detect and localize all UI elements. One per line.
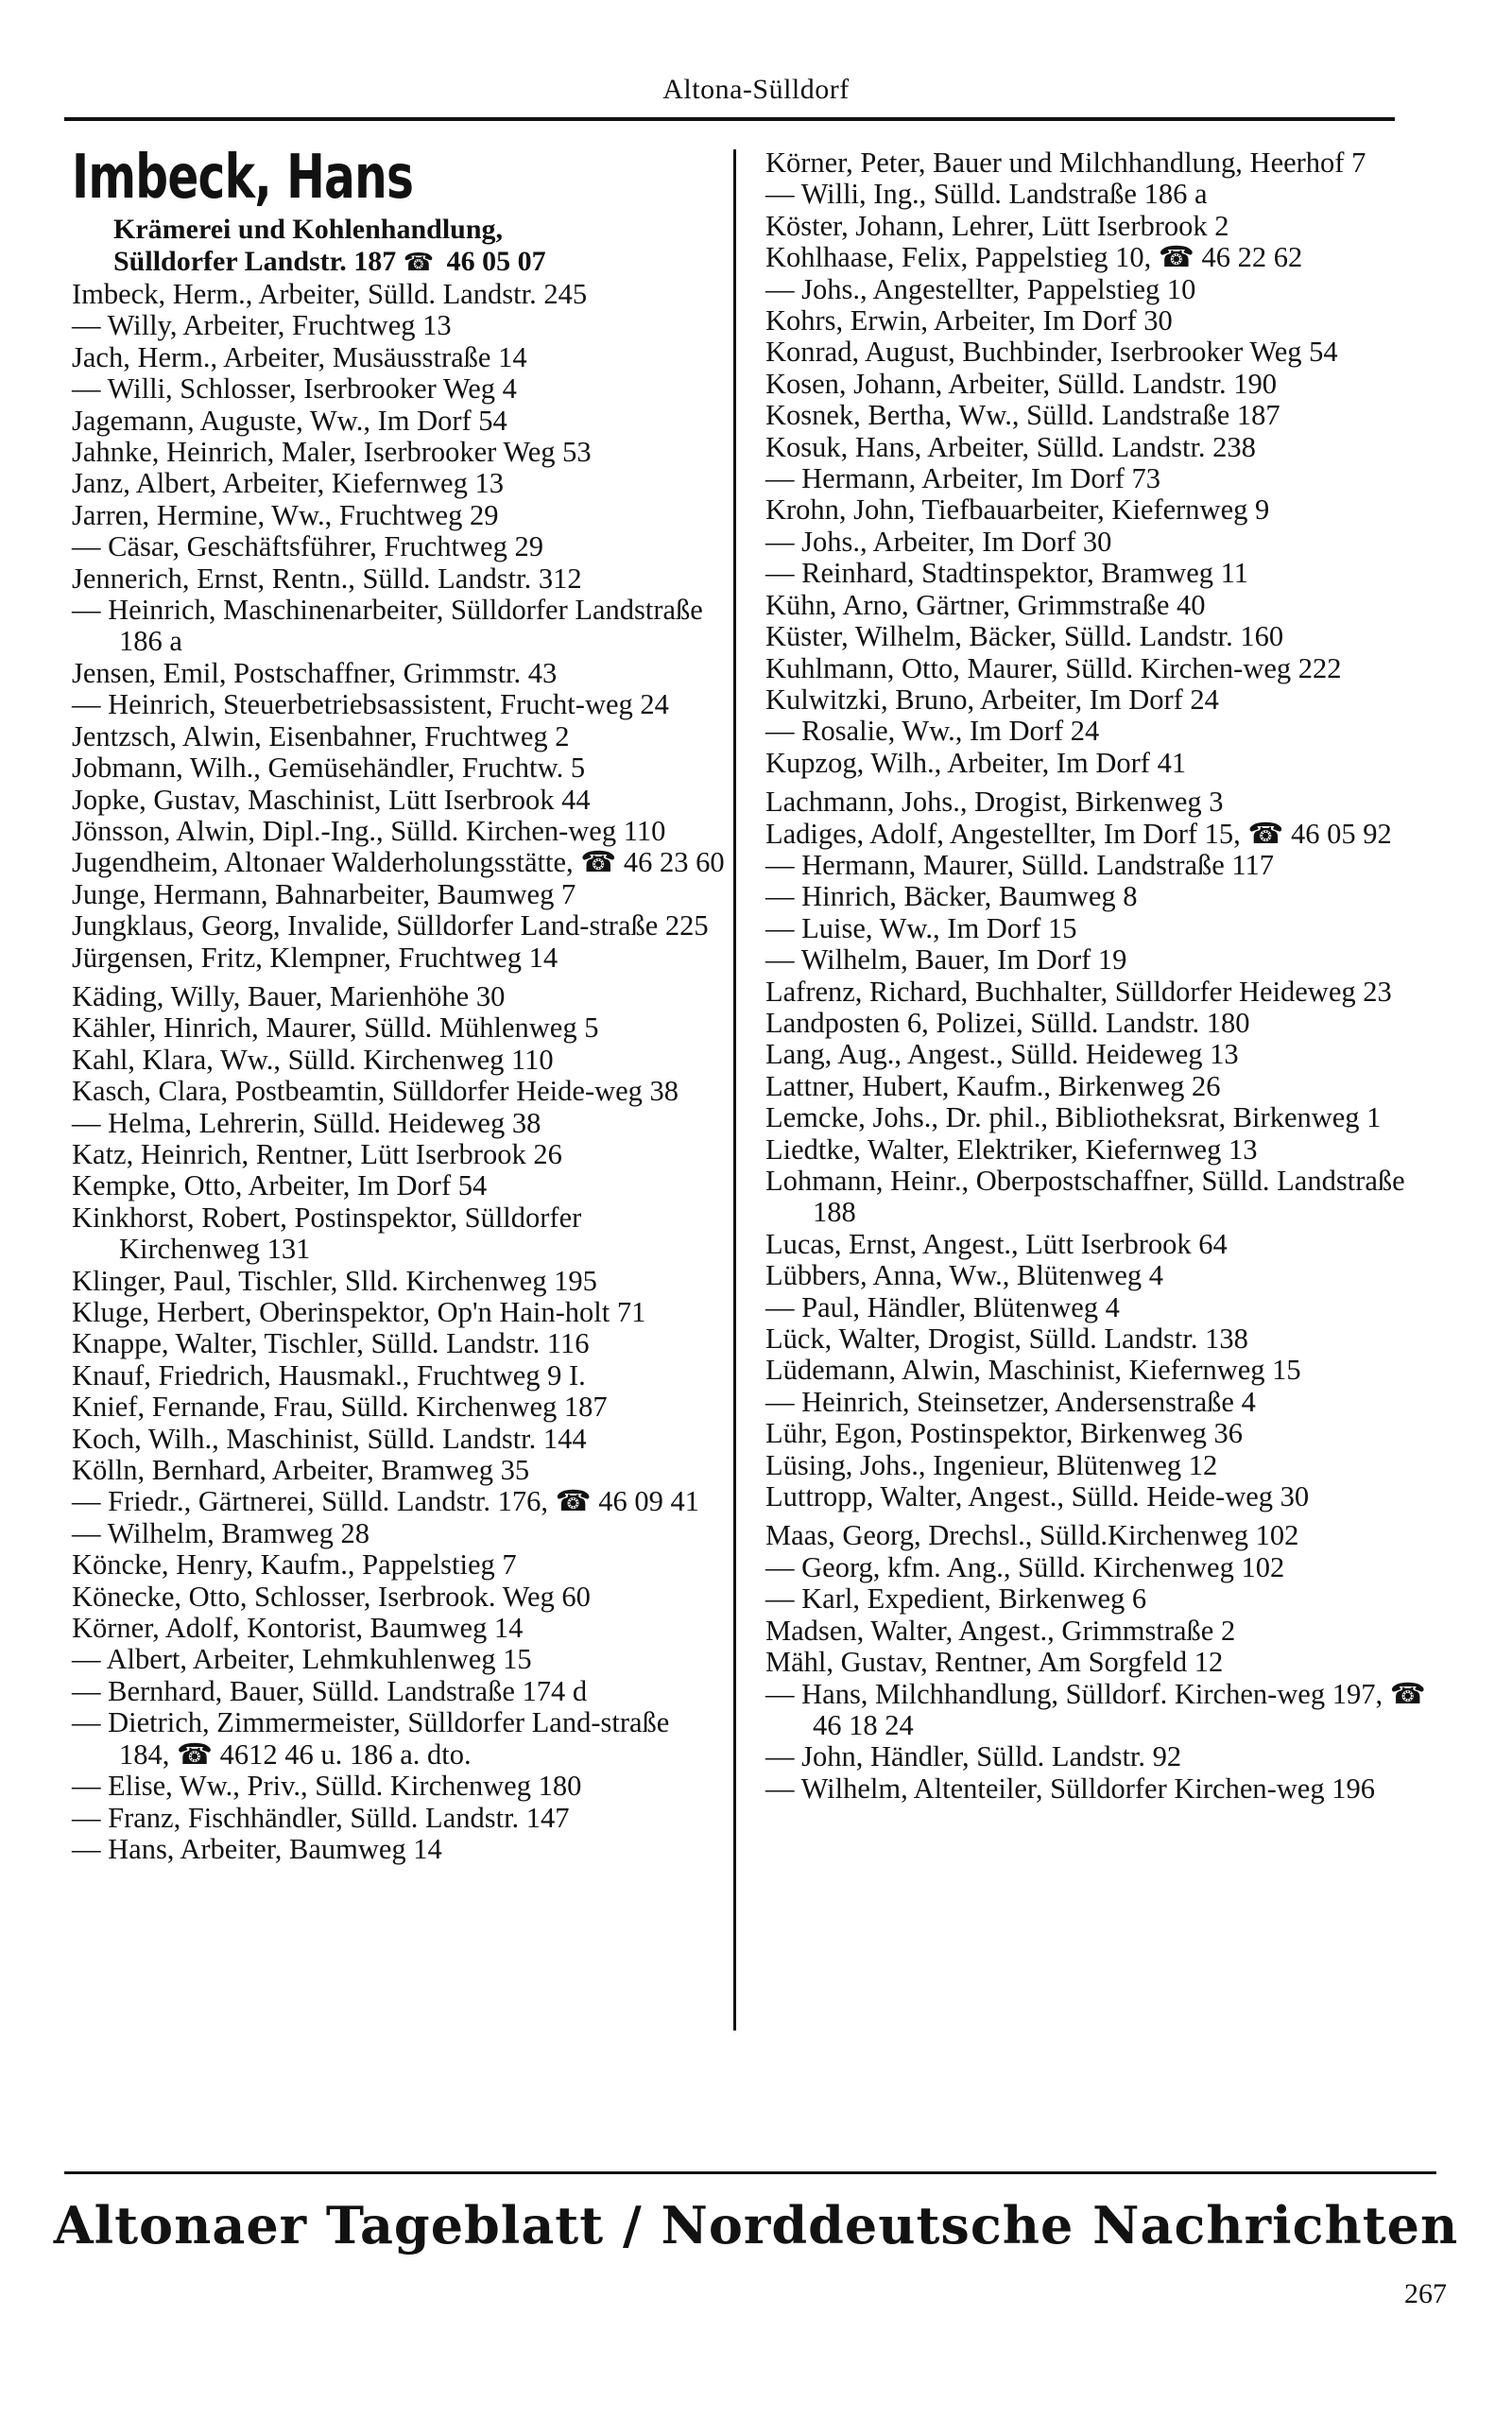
directory-entry: Köncke, Henry, Kaufm., Pappelstieg 7 — [72, 1548, 517, 1582]
directory-entry: — Wilhelm, Bauer, Im Dorf 19 — [765, 943, 1127, 977]
directory-entry: — Hermann, Maurer, Sülld. Landstraße 117 — [765, 848, 1275, 881]
telephone-icon: ☎ — [403, 249, 435, 277]
directory-entry: — Reinhard, Stadtinspektor, Bramweg 11 — [765, 557, 1248, 590]
directory-entry: Körner, Adolf, Kontorist, Baumweg 14 — [72, 1612, 524, 1645]
directory-entry: Janz, Albert, Arbeiter, Kiefernweg 13 — [72, 467, 504, 500]
directory-entry: — Heinrich, Steuerbetriebsassistent, Frucht-weg 24 — [72, 688, 669, 721]
directory-entry: Lüdemann, Alwin, Maschinist, Kiefernweg 15 — [765, 1354, 1301, 1387]
directory-entry: Jagemann, Auguste, Ww., Im Dorf 54 — [72, 404, 507, 437]
directory-entry: Ladiges, Adolf, Angestellter, Im Dorf 15, ☎ 46 05 92 — [765, 817, 1392, 850]
directory-entry: Luttropp, Walter, Angest., Sülld. Heide-weg 30 — [765, 1480, 1310, 1513]
directory-entry: — Wilhelm, Bramweg 28 — [72, 1516, 370, 1549]
right-column — [765, 147, 1446, 1805]
advertisement-address-line — [72, 246, 726, 279]
bottom-rule — [64, 2171, 1436, 2174]
directory-entry: Jobmann, Wilh., Gemüsehändler, Fruchtw. 5 — [72, 752, 586, 785]
directory-entry: Landposten 6, Polizei, Sülld. Landstr. 180 — [765, 1006, 1250, 1039]
directory-entry: Lohmann, Heinr., Oberpostschaffner, Sülld. Landstraße 188 — [765, 1165, 1405, 1229]
advertisement-phone: 46 05 07 — [446, 246, 546, 277]
directory-entry: Kohrs, Erwin, Arbeiter, Im Dorf 30 — [765, 304, 1173, 337]
directory-entry: — Hermann, Arbeiter, Im Dorf 73 — [765, 462, 1161, 495]
footer-newspaper-ad: Altonaer Tageblatt / Norddeutsche Nachrichten — [53, 2195, 1459, 2256]
directory-entry: — Johs., Arbeiter, Im Dorf 30 — [765, 525, 1112, 558]
directory-entry: — Willi, Schlosser, Iserbrooker Weg 4 — [72, 372, 517, 406]
directory-entry: Lattner, Hubert, Kaufm., Birkenweg 26 — [765, 1069, 1221, 1102]
directory-entry: — John, Händler, Sülld. Landstr. 92 — [765, 1740, 1182, 1773]
directory-entry: Jahnke, Heinrich, Maler, Iserbrooker Weg 53 — [72, 436, 592, 469]
directory-entry: Kühn, Arno, Gärtner, Grimmstraße 40 — [765, 588, 1206, 621]
advertisement — [72, 143, 726, 279]
directory-entry: — Luise, Ww., Im Dorf 15 — [765, 911, 1077, 944]
directory-entry: Jarren, Hermine, Ww., Fruchtweg 29 — [72, 498, 499, 531]
directory-entry: — Helma, Lehrerin, Sülld. Heideweg 38 — [72, 1106, 541, 1139]
directory-entry: — Franz, Fischhändler, Sülld. Landstr. 147 — [72, 1801, 570, 1834]
directory-entry: Knappe, Walter, Tischler, Sülld. Landstr. 116 — [72, 1327, 590, 1360]
directory-entry: Käding, Willy, Bauer, Marienhöhe 30 — [72, 979, 506, 1012]
directory-entry: Kähler, Hinrich, Maurer, Sülld. Mühlenweg 5 — [72, 1011, 599, 1045]
directory-entry: — Dietrich, Zimmermeister, Sülldorfer Land-straße 184, ☎ 4612 46 u. 186 a. dto. — [72, 1706, 670, 1771]
directory-entry: Jentzsch, Alwin, Eisenbahner, Fruchtweg 2 — [72, 719, 570, 752]
directory-entry: Lüsing, Johs., Ingenieur, Blütenweg 12 — [765, 1448, 1218, 1481]
directory-entry: Madsen, Walter, Angest., Grimmstraße 2 — [765, 1614, 1236, 1647]
directory-entry: — Heinrich, Steinsetzer, Andersenstraße 4 — [765, 1385, 1256, 1418]
directory-entry: Knief, Fernande, Frau, Sülld. Kirchenweg 187 — [72, 1391, 608, 1424]
directory-entry: — Hans, Milchhandlung, Sülldorf. Kirchen-weg 197, ☎ 46 18 24 — [765, 1677, 1426, 1741]
directory-entry: — Willy, Arbeiter, Fruchtweg 13 — [72, 309, 452, 342]
advertisement-name: Imbeck, Hans — [72, 143, 414, 213]
directory-entry: Jungklaus, Georg, Invalide, Sülldorfer Land-straße 225 — [72, 909, 709, 942]
directory-entry: Jönsson, Alwin, Dipl.-Ing., Sülld. Kirchen-weg 110 — [72, 814, 666, 847]
directory-entry: Jopke, Gustav, Maschinist, Lütt Iserbrook 44 — [72, 783, 591, 816]
directory-entry: Kahl, Klara, Ww., Sülld. Kirchenweg 110 — [72, 1043, 554, 1076]
directory-entry: — Hinrich, Bäcker, Baumweg 8 — [765, 880, 1138, 913]
directory-entry: Katz, Heinrich, Rentner, Lütt Iserbrook 26 — [72, 1137, 562, 1170]
directory-entry: Mähl, Gustav, Rentner, Am Sorgfeld 12 — [765, 1646, 1224, 1679]
directory-entry: Lübbers, Anna, Ww., Blütenweg 4 — [765, 1259, 1163, 1292]
directory-entry: Kempke, Otto, Arbeiter, Im Dorf 54 — [72, 1169, 488, 1202]
directory-entry: Kosen, Johann, Arbeiter, Sülld. Landstr. 190 — [765, 367, 1277, 400]
directory-entry: Jach, Herm., Arbeiter, Musäusstraße 14 — [72, 340, 527, 373]
directory-entry: — Hans, Arbeiter, Baumweg 14 — [72, 1832, 442, 1865]
directory-entry: Kuhlmann, Otto, Maurer, Sülld. Kirchen-weg 222 — [765, 651, 1342, 684]
top-rule — [64, 117, 1395, 121]
directory-entry: Lemcke, Johs., Dr. phil., Bibliotheksrat, Birkenweg 1 — [765, 1101, 1382, 1134]
directory-entry: Küster, Wilhelm, Bäcker, Sülld. Landstr. 160 — [765, 620, 1284, 653]
directory-entry: — Johs., Angestellter, Pappelstieg 10 — [765, 272, 1196, 305]
directory-entry: — Rosalie, Ww., Im Dorf 24 — [765, 715, 1100, 748]
directory-entry: Liedtke, Walter, Elektriker, Kiefernweg 13 — [765, 1132, 1258, 1166]
directory-entry: Junge, Hermann, Bahnarbeiter, Baumweg 7 — [72, 877, 576, 910]
directory-entry: Jensen, Emil, Postschaffner, Grimmstr. 43 — [72, 656, 558, 689]
directory-entry: Koch, Wilh., Maschinist, Sülld. Landstr. 144 — [72, 1422, 587, 1455]
directory-entry: Konrad, August, Buchbinder, Iserbrooker Weg 54 — [765, 336, 1338, 369]
directory-entry: Imbeck, Herm., Arbeiter, Sülld. Landstr. 245 — [72, 278, 588, 310]
directory-entry: Lück, Walter, Drogist, Sülld. Landstr. 138 — [765, 1322, 1248, 1356]
directory-entry: Kosuk, Hans, Arbeiter, Sülld. Landstr. 238 — [765, 430, 1256, 463]
directory-entry: Kupzog, Wilh., Arbeiter, Im Dorf 41 — [765, 746, 1187, 779]
directory-entry: — Friedr., Gärtnerei, Sülld. Landstr. 176, ☎ 46 09 41 — [72, 1485, 700, 1518]
directory-entry: Kinkhorst, Robert, Postinspektor, Sülldorfer Kirchenweg 131 — [72, 1201, 582, 1266]
directory-entry: Kohlhaase, Felix, Pappelstieg 10, ☎ 46 22 62 — [765, 241, 1303, 274]
directory-entry: Lafrenz, Richard, Buchhalter, Sülldorfer Heideweg 23 — [765, 975, 1392, 1008]
directory-entry: Könecke, Otto, Schlosser, Iserbrook. Weg 60 — [72, 1580, 591, 1613]
page-number: 267 — [1404, 2278, 1447, 2309]
directory-entry: Kölln, Bernhard, Arbeiter, Bramweg 35 — [72, 1454, 530, 1487]
directory-entry: Maas, Georg, Drechsl., Sülld.Kirchenweg 102 — [765, 1519, 1299, 1552]
directory-entry: — Albert, Arbeiter, Lehmkuhlenweg 15 — [72, 1643, 532, 1676]
column-divider — [733, 149, 736, 2031]
directory-entry: Kulwitzki, Bruno, Arbeiter, Im Dorf 24 — [765, 683, 1219, 716]
directory-entry: Jennerich, Ernst, Rentn., Sülld. Landstr. 312 — [72, 562, 582, 595]
directory-entry: — Georg, kfm. Ang., Sülld. Kirchenweg 102 — [765, 1550, 1285, 1583]
page-header: Altona-Sülldorf — [662, 74, 850, 105]
directory-entry: — Bernhard, Bauer, Sülld. Landstraße 174 d — [72, 1674, 588, 1707]
directory-entry: Köster, Johann, Lehrer, Lütt Iserbrook 2 — [765, 209, 1229, 242]
directory-entry: Lühr, Egon, Postinspektor, Birkenweg 36 — [765, 1417, 1243, 1450]
directory-entry: Lucas, Ernst, Angest., Lütt Iserbrook 64 — [765, 1227, 1228, 1260]
directory-entry: — Paul, Händler, Blütenweg 4 — [765, 1290, 1120, 1323]
directory-entry: Krohn, John, Tiefbauarbeiter, Kiefernweg 9 — [765, 493, 1270, 527]
directory-entry: Lang, Aug., Angest., Sülld. Heideweg 13 — [765, 1038, 1239, 1071]
directory-entry: Jugendheim, Altonaer Walderholungsstätte, ☎ 46 23 60 — [72, 846, 725, 879]
directory-entry: Jürgensen, Fritz, Klempner, Fruchtweg 14 — [72, 941, 558, 974]
directory-entry: Lachmann, Johs., Drogist, Birkenweg 3 — [765, 786, 1224, 819]
directory-entry: — Elise, Ww., Priv., Sülld. Kirchenweg 180 — [72, 1770, 582, 1803]
directory-entry: Körner, Peter, Bauer und Milchhandlung, Heerhof 7 — [765, 147, 1366, 179]
directory-entry: Kluge, Herbert, Oberinspektor, Op'n Hain-holt 71 — [72, 1296, 646, 1328]
directory-entry: Kasch, Clara, Postbeamtin, Sülldorfer Heide-weg 38 — [72, 1075, 679, 1108]
directory-entry: Klinger, Paul, Tischler, Slld. Kirchenweg 195 — [72, 1264, 597, 1297]
directory-entry: — Karl, Expedient, Birkenweg 6 — [765, 1582, 1147, 1616]
directory-entry: Kosnek, Bertha, Ww., Sülld. Landstraße 187 — [765, 399, 1280, 432]
advertisement-business: Krämerei und Kohlenhandlung, — [113, 214, 504, 245]
directory-entry: — Wilhelm, Altenteiler, Sülldorfer Kirchen-weg 196 — [765, 1772, 1375, 1805]
directory-entry: — Heinrich, Maschinenarbeiter, Sülldorfer Landstraße 186 a — [72, 594, 703, 658]
left-column — [72, 143, 726, 1865]
directory-entry: — Cäsar, Geschäftsführer, Fruchtweg 29 — [72, 530, 543, 563]
directory-entry: Knauf, Friedrich, Hausmakl., Fruchtweg 9 I. — [72, 1358, 586, 1392]
advertisement-address: Sülldorfer Landstr. 187 — [113, 246, 397, 277]
directory-entry: — Willi, Ing., Sülld. Landstraße 186 a — [765, 178, 1208, 211]
